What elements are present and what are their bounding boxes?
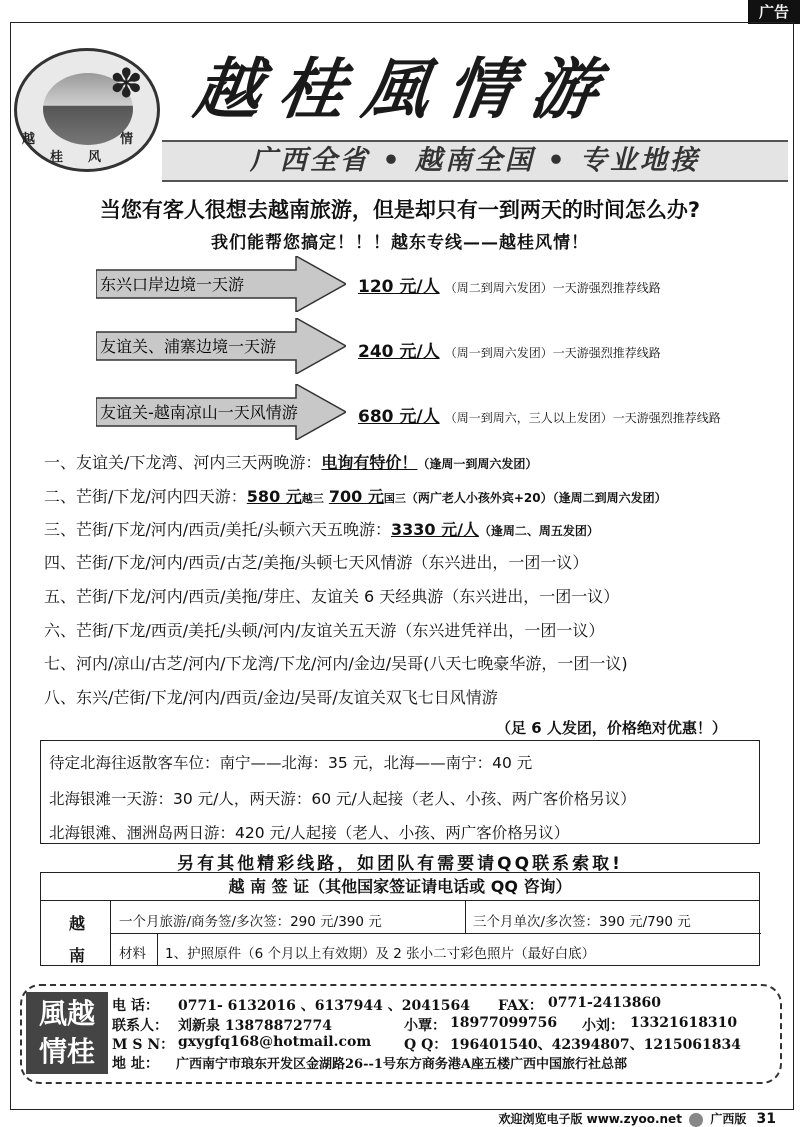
route-6: 六、芒街/下龙/西贡/美托/头顿/河内/友谊关五天游（东兴进凭祥出，一团一议）	[44, 621, 605, 640]
featured-arrow-3	[96, 384, 346, 440]
visa-side-char-1: 越	[69, 914, 86, 933]
headline: 当您有客人很想去越南旅游，但是却只有一到两天的时间怎么办?	[99, 198, 701, 222]
route-note: （两广老人小孩外宾+20）（逢周二到周六发团）	[405, 491, 667, 505]
route-highlight: 电询有特价！	[321, 453, 418, 472]
edition-icon	[689, 1113, 703, 1127]
logo-char-4: 情	[120, 132, 134, 147]
price-amount: 120 元/人	[358, 277, 440, 297]
featured-label: 东兴口岸边境一天游	[100, 275, 245, 294]
footer-site[interactable]: 欢迎浏览电子版 www.zyoo.net	[498, 1112, 682, 1126]
route-highlight: 3330 元/人	[390, 520, 479, 539]
address-label: 地 址：	[112, 1056, 159, 1072]
beihai-row-2: 北海银滩一天游：30 元/人，两天游：60 元/人起接（老人、小孩、两广客价格另议）	[49, 790, 636, 808]
route-text: 二、芒街/下龙/河内四天游：	[44, 487, 247, 506]
ad-label: 广告	[748, 0, 800, 24]
brand-calligraphy: 越桂風情游	[189, 50, 621, 128]
logo-char-3: 风	[88, 150, 102, 165]
phone-label: 电 话：	[112, 998, 159, 1014]
route-4: 四、芒街/下龙/河内/西贡/古芝/美拖/头顿七天风情游（东兴进出，一团一议）	[44, 553, 589, 572]
beihai-row-3: 北海银滩、涠洲岛两日游：420 元/人起接（老人、小孩、两广客价格另议）	[49, 824, 570, 842]
visa-three-month: 三个月单次/多次签：390 元/790 元	[473, 914, 691, 930]
visa-divider	[465, 901, 466, 933]
fax-label: FAX：	[498, 998, 543, 1014]
qq-label: Q Q：	[404, 1037, 448, 1053]
other-routes-note: 另有其他精彩线路，如团队有需要请QQ联系索取!	[177, 854, 623, 874]
visa-divider	[157, 933, 158, 965]
route-2	[44, 484, 667, 507]
qq-numbers: 196401540、42394807、1215061834	[450, 1037, 742, 1053]
route-1	[44, 450, 537, 473]
route-3	[44, 517, 599, 540]
featured-label: 友谊关、浦寨边境一天游	[100, 337, 277, 356]
person-contact: 刘新泉 13878872774	[178, 1018, 333, 1034]
route-8: 八、东兴/芒街/下龙/河内/西贡/金边/吴哥/友谊关双飞七日风情游	[44, 688, 498, 707]
visa-materials-label: 材料	[119, 946, 146, 962]
xiaoliu-phone: 13321618310	[630, 1015, 738, 1031]
subheadline: 我们能帮您搞定！！！越东专线——越桂风情！	[211, 233, 589, 253]
route-price-2: 700 元	[328, 487, 384, 506]
featured-price-1	[358, 272, 661, 297]
xiaoliu-label: 小刘：	[582, 1018, 624, 1034]
featured-arrow-1	[96, 256, 346, 312]
visa-side-char-2: 南	[69, 946, 86, 965]
brand-stamp	[26, 992, 108, 1074]
stamp-line-2: 情桂	[38, 1035, 95, 1068]
featured-arrow-2	[96, 318, 346, 374]
person-label: 联系人：	[112, 1018, 168, 1034]
route-note: （逢周一到周六发团）	[417, 457, 538, 471]
visa-side-column	[41, 901, 111, 965]
visa-box	[40, 872, 760, 966]
group-footnote: （足 6 人发团，价格绝对优惠！）	[496, 719, 727, 737]
xiaoqin-label: 小覃：	[404, 1018, 446, 1034]
logo-char-1: 越	[22, 132, 36, 147]
stamp-line-1: 風越	[38, 997, 95, 1030]
palm-tree-icon: ✽	[109, 61, 143, 107]
visa-materials: 1、护照原件（6 个月以上有效期）及 2 张小二寸彩色照片（最好白底）	[165, 946, 596, 962]
logo-char-2: 桂	[50, 150, 64, 165]
page-number: 31	[756, 1111, 776, 1127]
route-7: 七、河内/凉山/古芝/河内/下龙湾/下龙/河内/金边/吴哥(八天七晚豪华游，一团一议)	[44, 654, 628, 673]
msn-label: M S N：	[112, 1037, 175, 1053]
route-text: 一、友谊关/下龙湾、河内三天两晚游：	[44, 453, 322, 472]
footer-edition: 广西版	[710, 1112, 747, 1126]
logo-emblem	[14, 48, 160, 172]
service-banner: 广西全省 • 越南全国 • 专业地接	[162, 140, 788, 182]
price-note: （周二到周六发团）一天游强烈推荐线路	[444, 281, 661, 295]
page-footer	[498, 1110, 776, 1127]
visa-divider	[111, 933, 761, 934]
featured-label: 友谊关-越南凉山一天风情游	[100, 403, 298, 422]
price-note: （周一到周六发团）一天游强烈推荐线路	[444, 346, 661, 360]
route-text: 三、芒街/下龙/河内/西贡/美托/头顿六天五晚游：	[44, 520, 391, 539]
route-price-1-note: 越三	[301, 492, 324, 505]
address-text: 广西南宁市琅东开发区金湖路26--1号东方商务港A座五楼广西中国旅行社总部	[176, 1057, 628, 1072]
route-note: （逢周二、周五发团）	[478, 524, 599, 538]
price-note: （周一到周六，三人以上发团）一天游强烈推荐线路	[444, 411, 721, 425]
route-5: 五、芒街/下龙/河内/西贡/美拖/芽庄、友谊关 6 天经典游（东兴进出，一团一议）	[44, 587, 620, 606]
phone-numbers: 0771- 6132016 、6137944 、2041564	[178, 998, 470, 1014]
featured-price-2	[358, 337, 661, 362]
route-price-1: 580 元	[246, 487, 302, 506]
beihai-box	[40, 740, 760, 844]
fax-number: 0771-2413860	[548, 995, 661, 1011]
xiaoqin-phone: 18977099756	[450, 1015, 558, 1031]
featured-price-3	[358, 402, 721, 427]
visa-title: 越 南 签 证（其他国家签证请电话或 QQ 咨询）	[41, 873, 759, 901]
visa-one-month: 一个月旅游/商务签/多次签：290 元/390 元	[119, 914, 382, 930]
price-amount: 680 元/人	[358, 407, 440, 427]
msn-address[interactable]: gxygfq168@hotmail.com	[178, 1034, 372, 1050]
price-amount: 240 元/人	[358, 342, 440, 362]
route-price-2-note: 国三	[383, 492, 406, 505]
beihai-row-1: 待定北海往返散客车位：南宁——北海：35 元，北海——南宁：40 元	[49, 754, 533, 772]
